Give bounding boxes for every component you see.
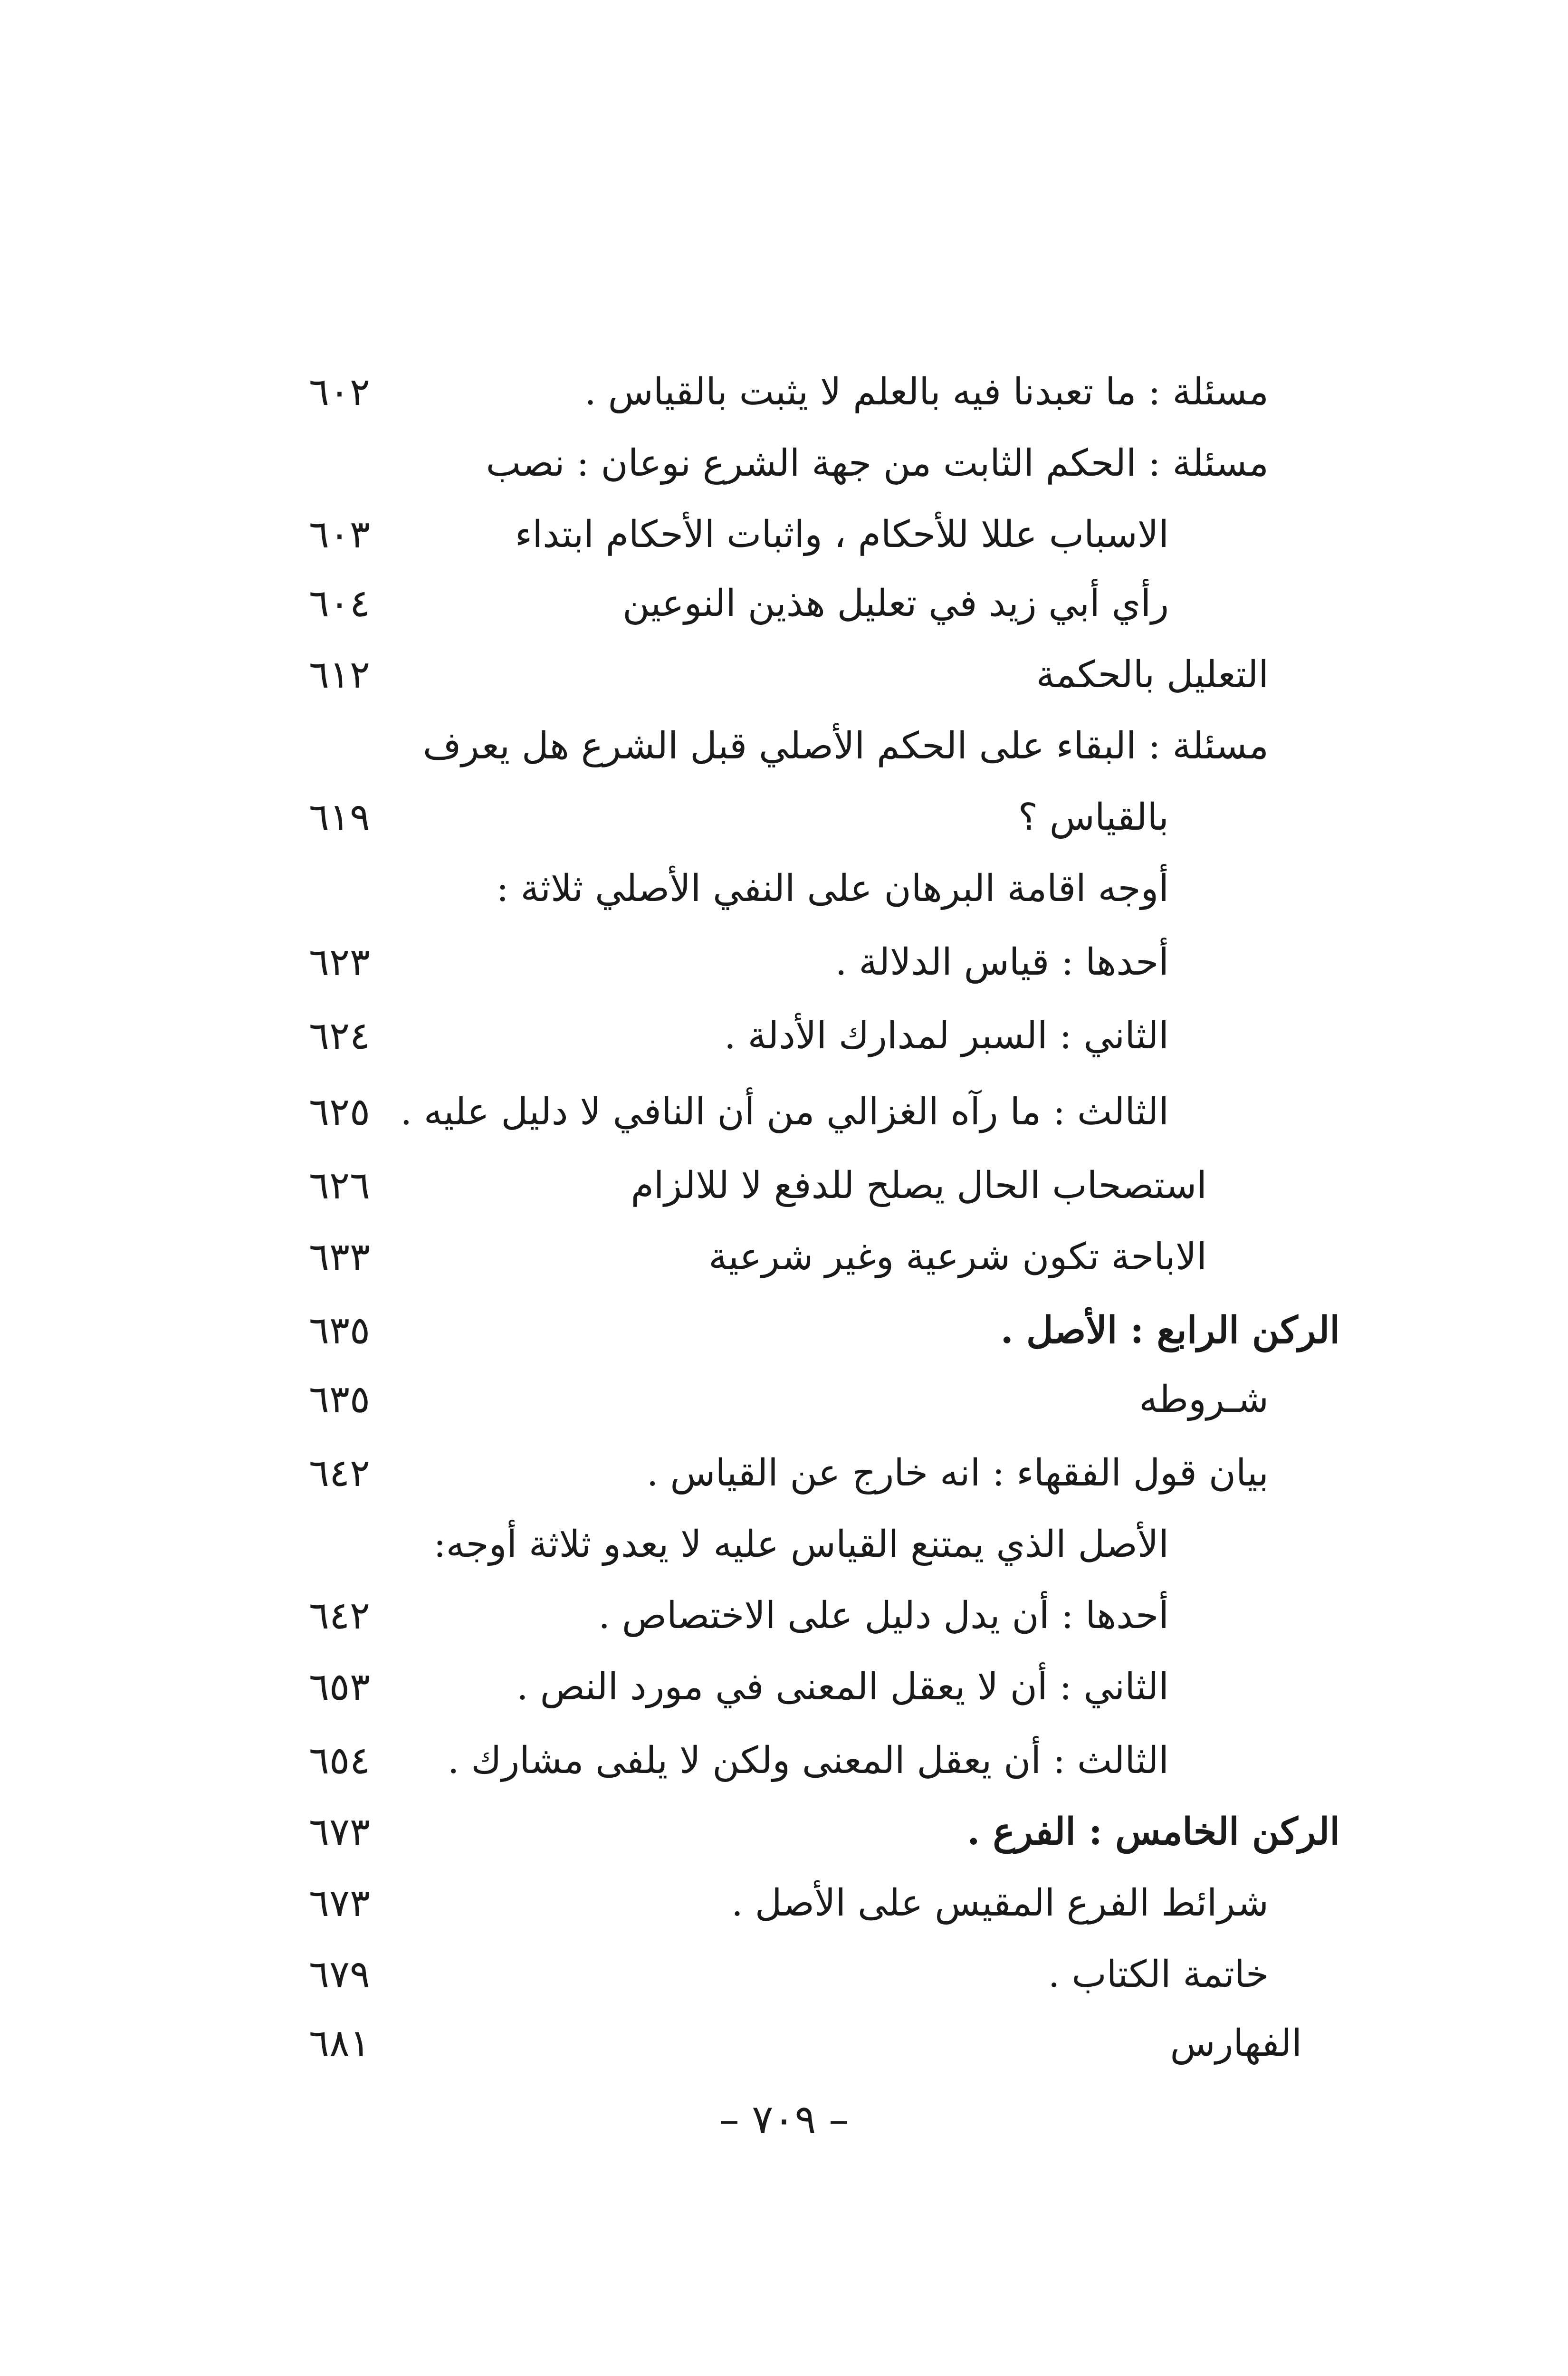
toc-entry-text: مسئلة : البقاء على الحكم الأصلي قبل الشرع هل يعرف (422, 725, 1269, 767)
toc-entry-page: ٦٣٥ (309, 1377, 370, 1421)
toc-section-heading: الركن الرابع : الأصل . (1000, 1309, 1340, 1352)
toc-entry-text: خاتمة الكتاب . (1048, 1953, 1269, 1996)
toc-entry-page: ٦٣٣ (309, 1235, 370, 1279)
toc-entry-text: بالقياس ؟ (1018, 796, 1169, 839)
toc-entry-text: الفهارس (1170, 2022, 1302, 2065)
toc-entry-text: أحدها : أن يدل دليل على الاختصاص . (598, 1594, 1169, 1637)
toc-entry-page: ٦٣٥ (309, 1308, 370, 1352)
toc-entry-page: ٦٢٣ (309, 940, 370, 984)
toc-entry-text: مسئلة : الحكم الثابت من جهة الشرع نوعان : نصب (486, 442, 1269, 485)
toc-entry-page: ٦٠٣ (309, 512, 370, 556)
toc-entry-page: ٦٥٣ (309, 1665, 370, 1709)
toc-entry-text: الثاني : أن لا يعقل المعنى في مورد النص . (516, 1666, 1169, 1708)
toc-entry-page: ٦٢٥ (309, 1090, 370, 1134)
toc-entry-page: ٦٢٤ (309, 1014, 370, 1058)
toc-entry-page: ٦٠٢ (309, 370, 370, 414)
toc-entry-page: ٦٢٦ (309, 1163, 370, 1207)
toc-entry-text: مسئلة : ما تعبدنا فيه بالعلم لا يثبت بالقياس . (584, 371, 1269, 413)
toc-entry-text: الثالث : ما رآه الغزالي من أن النافي لا دليل عليه . (400, 1091, 1169, 1133)
toc-entry-page: ٦٧٣ (309, 1881, 370, 1925)
toc-entry-text: الاباحة تكون شرعية وغير شرعية (708, 1236, 1207, 1278)
toc-entry-page: ٦٧٣ (309, 1810, 370, 1854)
page-number: – ٧٠٩ – (719, 2096, 849, 2143)
toc-entry-text: أحدها : قياس الدلالة . (835, 941, 1169, 984)
toc-entry-text: الأصل الذي يمتنع القياس عليه لا يعدو ثلاثة أوجه: (433, 1523, 1169, 1566)
toc-entry-text: الثاني : السبر لمدارك الأدلة . (724, 1015, 1169, 1057)
toc-entry-page: ٦٠٤ (309, 581, 370, 625)
toc-entry-page: ٦١٩ (309, 795, 370, 839)
toc-entry-page: ٦٨١ (309, 2021, 370, 2065)
toc-entry-page: ٦٥٤ (309, 1738, 370, 1782)
toc-entry-text: رأي أبي زيد في تعليل هذين النوعين (622, 582, 1169, 625)
toc-entry-text: التعليل بالحكمة (1036, 653, 1269, 696)
toc-entry-text: بيان قول الفقهاء : انه خارج عن القياس . (646, 1452, 1269, 1495)
toc-entry-text: الثالث : أن يعقل المعنى ولكن لا يلفى مشارك . (447, 1739, 1169, 1782)
toc-section-heading: الركن الخامس : الفرع . (967, 1810, 1340, 1853)
toc-entry-text: استصحاب الحال يصلح للدفع لا للالزام (631, 1164, 1207, 1207)
toc-entry-text: الاسباب عللا للأحكام ، واثبات الأحكام ابتداء (515, 513, 1169, 556)
toc-entry-text: أوجه اقامة البرهان على النفي الأصلي ثلاثة : (496, 867, 1169, 910)
toc-entry-page: ٦١٢ (309, 652, 370, 697)
toc-entry-text: شرائط الفرع المقيس على الأصل . (731, 1882, 1269, 1925)
toc-entry-page: ٦٤٢ (309, 1451, 370, 1495)
toc-entry-page: ٦٧٩ (309, 1952, 370, 1996)
toc-entry-text: شـروطه (1139, 1378, 1269, 1421)
toc-entry-page: ٦٤٢ (309, 1593, 370, 1638)
